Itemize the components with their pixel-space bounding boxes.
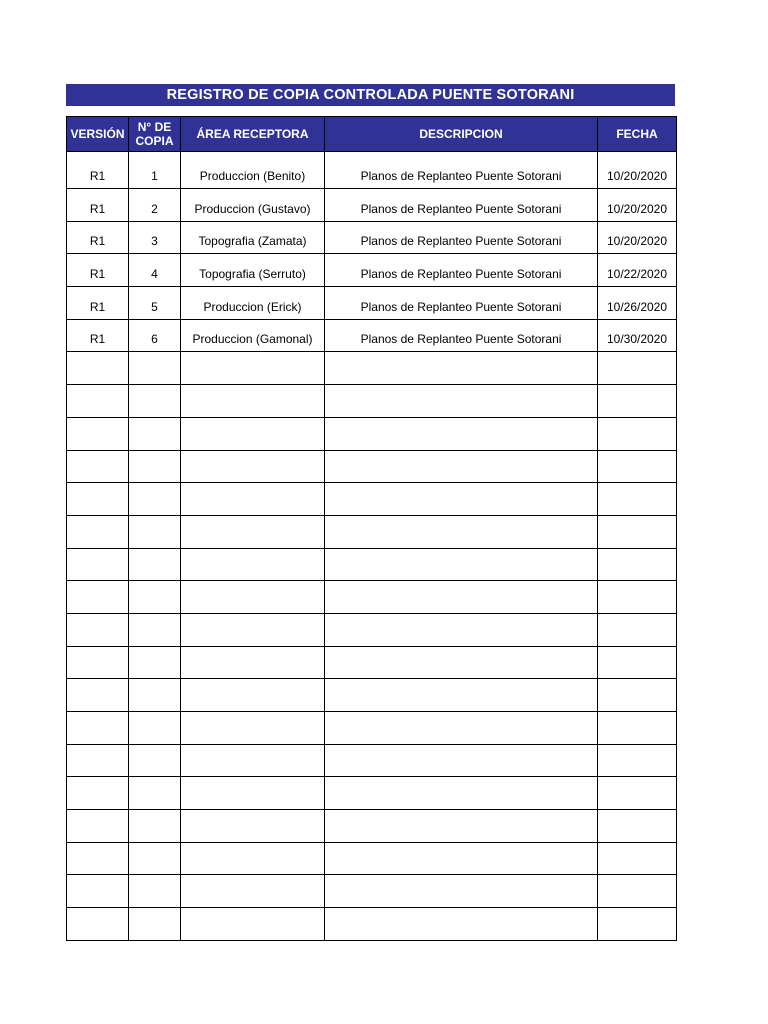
cell-version xyxy=(67,875,129,908)
cell-copy-number: 5 xyxy=(129,287,181,320)
cell-version xyxy=(67,744,129,777)
cell-receiving-area xyxy=(181,810,325,843)
cell-receiving-area: Produccion (Gustavo) xyxy=(181,189,325,222)
table-row-empty xyxy=(67,352,677,385)
header-row xyxy=(67,117,677,152)
cell-description xyxy=(325,908,598,941)
copy-register-table xyxy=(66,116,677,941)
cell-date xyxy=(598,483,677,516)
cell-copy-number xyxy=(129,777,181,810)
cell-version xyxy=(67,712,129,745)
table-row-empty xyxy=(67,908,677,941)
table-row-empty xyxy=(67,646,677,679)
cell-version xyxy=(67,613,129,646)
table-row xyxy=(67,254,677,287)
cell-description xyxy=(325,581,598,614)
cell-description: Planos de Replanteo Puente Sotorani xyxy=(325,254,598,287)
table-row-empty xyxy=(67,417,677,450)
cell-copy-number xyxy=(129,515,181,548)
cell-receiving-area xyxy=(181,908,325,941)
cell-copy-number: 1 xyxy=(129,152,181,189)
cell-version: R1 xyxy=(67,287,129,320)
table-row-empty xyxy=(67,385,677,418)
cell-receiving-area xyxy=(181,679,325,712)
cell-description xyxy=(325,744,598,777)
cell-description xyxy=(325,810,598,843)
table-body xyxy=(67,152,677,941)
cell-copy-number xyxy=(129,352,181,385)
cell-copy-number xyxy=(129,646,181,679)
table-row-empty xyxy=(67,515,677,548)
cell-date: 10/20/2020 xyxy=(598,189,677,222)
cell-date xyxy=(598,417,677,450)
cell-receiving-area xyxy=(181,548,325,581)
cell-version: R1 xyxy=(67,319,129,352)
cell-date xyxy=(598,777,677,810)
cell-receiving-area: Produccion (Gamonal) xyxy=(181,319,325,352)
cell-date xyxy=(598,450,677,483)
cell-copy-number xyxy=(129,712,181,745)
cell-copy-number xyxy=(129,679,181,712)
cell-receiving-area: Topografia (Zamata) xyxy=(181,221,325,254)
cell-date xyxy=(598,908,677,941)
cell-copy-number xyxy=(129,875,181,908)
cell-description xyxy=(325,712,598,745)
cell-description xyxy=(325,646,598,679)
cell-receiving-area xyxy=(181,483,325,516)
cell-receiving-area: Topografia (Serruto) xyxy=(181,254,325,287)
cell-version xyxy=(67,679,129,712)
table-row-empty xyxy=(67,548,677,581)
cell-receiving-area xyxy=(181,515,325,548)
cell-description: Planos de Replanteo Puente Sotorani xyxy=(325,189,598,222)
cell-copy-number xyxy=(129,744,181,777)
table-row xyxy=(67,287,677,320)
cell-version xyxy=(67,352,129,385)
cell-description xyxy=(325,613,598,646)
cell-date xyxy=(598,548,677,581)
column-header-date: FECHA xyxy=(598,117,677,152)
cell-version xyxy=(67,810,129,843)
cell-description xyxy=(325,679,598,712)
cell-date: 10/30/2020 xyxy=(598,319,677,352)
cell-receiving-area xyxy=(181,744,325,777)
cell-date xyxy=(598,744,677,777)
cell-receiving-area xyxy=(181,712,325,745)
table-row-empty xyxy=(67,777,677,810)
column-header-version: VERSIÓN xyxy=(67,117,129,152)
table-row-empty xyxy=(67,450,677,483)
cell-receiving-area xyxy=(181,417,325,450)
cell-version xyxy=(67,548,129,581)
cell-version xyxy=(67,581,129,614)
cell-receiving-area: Produccion (Erick) xyxy=(181,287,325,320)
table-row-empty xyxy=(67,875,677,908)
cell-version: R1 xyxy=(67,221,129,254)
cell-date: 10/22/2020 xyxy=(598,254,677,287)
cell-date xyxy=(598,810,677,843)
cell-version xyxy=(67,385,129,418)
cell-copy-number xyxy=(129,810,181,843)
cell-receiving-area xyxy=(181,613,325,646)
cell-copy-number: 6 xyxy=(129,319,181,352)
cell-date xyxy=(598,646,677,679)
cell-date xyxy=(598,613,677,646)
cell-version xyxy=(67,450,129,483)
cell-date xyxy=(598,842,677,875)
cell-description xyxy=(325,548,598,581)
cell-copy-number: 4 xyxy=(129,254,181,287)
cell-copy-number xyxy=(129,450,181,483)
cell-copy-number xyxy=(129,548,181,581)
column-header-copy-number: N° DE COPIA xyxy=(129,117,181,152)
cell-date xyxy=(598,581,677,614)
cell-version xyxy=(67,515,129,548)
table-row-empty xyxy=(67,810,677,843)
column-header-receiving-area: ÁREA RECEPTORA xyxy=(181,117,325,152)
cell-date xyxy=(598,712,677,745)
cell-date: 10/20/2020 xyxy=(598,152,677,189)
table-row xyxy=(67,221,677,254)
cell-description xyxy=(325,875,598,908)
cell-receiving-area xyxy=(181,385,325,418)
cell-description xyxy=(325,515,598,548)
cell-copy-number xyxy=(129,385,181,418)
cell-date xyxy=(598,515,677,548)
document-title: REGISTRO DE COPIA CONTROLADA PUENTE SOTORANI xyxy=(66,84,675,106)
table-row-empty xyxy=(67,483,677,516)
cell-description xyxy=(325,352,598,385)
table-row-empty xyxy=(67,581,677,614)
table-row-empty xyxy=(67,613,677,646)
cell-version xyxy=(67,777,129,810)
cell-copy-number xyxy=(129,613,181,646)
cell-date xyxy=(598,679,677,712)
cell-description: Planos de Replanteo Puente Sotorani xyxy=(325,287,598,320)
cell-date: 10/20/2020 xyxy=(598,221,677,254)
cell-description xyxy=(325,842,598,875)
cell-receiving-area xyxy=(181,646,325,679)
cell-date xyxy=(598,385,677,418)
cell-receiving-area xyxy=(181,450,325,483)
cell-version xyxy=(67,646,129,679)
cell-version xyxy=(67,908,129,941)
cell-date xyxy=(598,352,677,385)
cell-description xyxy=(325,450,598,483)
cell-copy-number xyxy=(129,908,181,941)
cell-receiving-area xyxy=(181,842,325,875)
cell-description xyxy=(325,777,598,810)
cell-version: R1 xyxy=(67,152,129,189)
table-row-empty xyxy=(67,744,677,777)
table-row xyxy=(67,152,677,189)
cell-receiving-area xyxy=(181,777,325,810)
cell-date xyxy=(598,875,677,908)
table-row-empty xyxy=(67,679,677,712)
column-header-description: DESCRIPCION xyxy=(325,117,598,152)
cell-copy-number: 3 xyxy=(129,221,181,254)
cell-version xyxy=(67,842,129,875)
cell-version xyxy=(67,483,129,516)
cell-description: Planos de Replanteo Puente Sotorani xyxy=(325,152,598,189)
cell-description xyxy=(325,385,598,418)
cell-description: Planos de Replanteo Puente Sotorani xyxy=(325,319,598,352)
cell-date: 10/26/2020 xyxy=(598,287,677,320)
cell-copy-number: 2 xyxy=(129,189,181,222)
table-row xyxy=(67,189,677,222)
cell-version: R1 xyxy=(67,254,129,287)
cell-version: R1 xyxy=(67,189,129,222)
cell-description xyxy=(325,417,598,450)
table-header xyxy=(67,117,677,152)
cell-description: Planos de Replanteo Puente Sotorani xyxy=(325,221,598,254)
cell-copy-number xyxy=(129,581,181,614)
cell-copy-number xyxy=(129,842,181,875)
cell-receiving-area: Produccion (Benito) xyxy=(181,152,325,189)
table-row xyxy=(67,319,677,352)
cell-description xyxy=(325,483,598,516)
cell-receiving-area xyxy=(181,875,325,908)
cell-copy-number xyxy=(129,483,181,516)
cell-receiving-area xyxy=(181,581,325,614)
table-row-empty xyxy=(67,712,677,745)
table-row-empty xyxy=(67,842,677,875)
cell-version xyxy=(67,417,129,450)
cell-receiving-area xyxy=(181,352,325,385)
cell-copy-number xyxy=(129,417,181,450)
